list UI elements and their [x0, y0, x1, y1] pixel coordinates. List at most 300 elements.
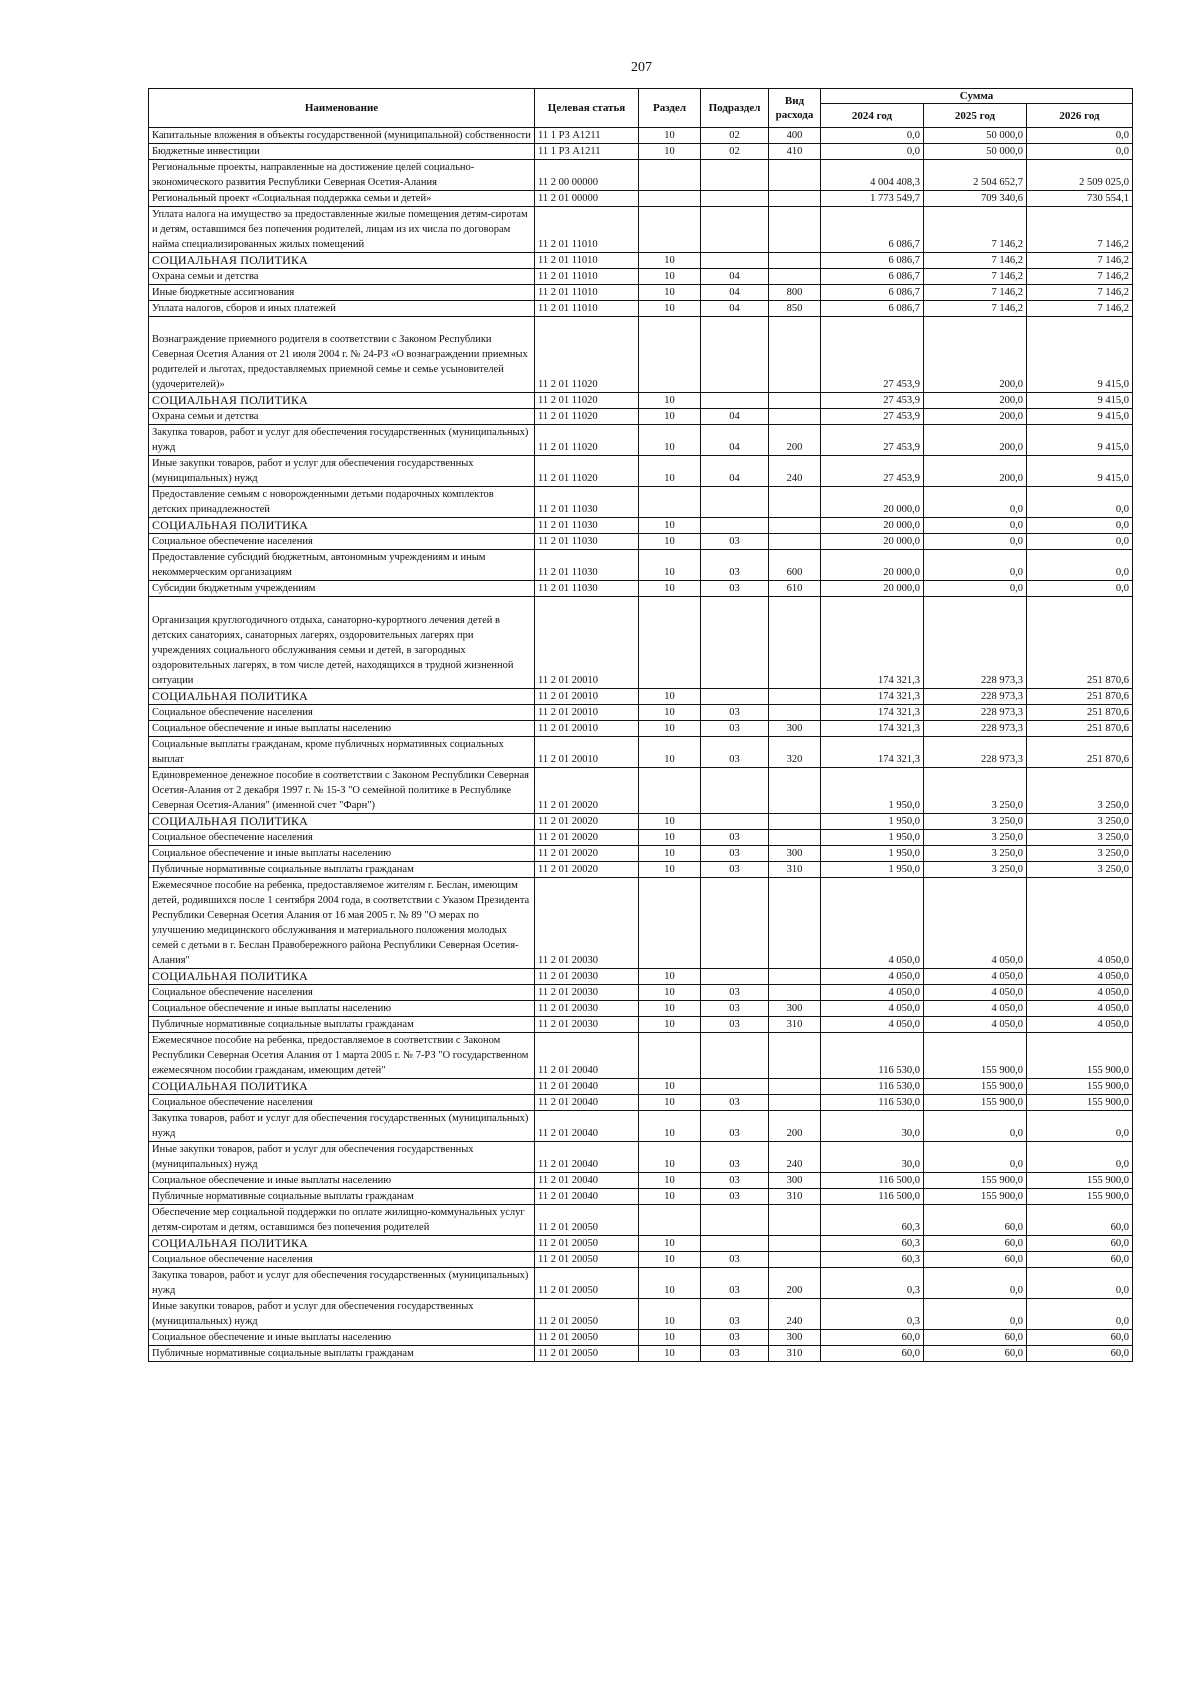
row-razdel: 10 — [639, 144, 701, 160]
row-podrazdel: 03 — [701, 1252, 769, 1268]
row-vid-raskhoda — [769, 1236, 821, 1252]
row-razdel — [639, 878, 701, 969]
header-razdel: Раздел — [639, 89, 701, 128]
row-sum-2024: 20 000,0 — [821, 581, 924, 597]
row-sum-2026: 155 900,0 — [1027, 1173, 1133, 1189]
row-sum-2025: 50 000,0 — [924, 144, 1027, 160]
row-target-article: 11 2 01 20010 — [535, 737, 639, 768]
row-name: Публичные нормативные социальные выплаты гражданам — [149, 1189, 535, 1205]
row-name: Иные закупки товаров, работ и услуг для обеспечения государственных (муниципальных) нужд — [149, 1142, 535, 1173]
row-razdel: 10 — [639, 285, 701, 301]
row-sum-2026: 7 146,2 — [1027, 253, 1133, 269]
row-sum-2024: 20 000,0 — [821, 487, 924, 518]
row-name: Субсидии бюджетным учреждениям — [149, 581, 535, 597]
row-name: СОЦИАЛЬНАЯ ПОЛИТИКА — [149, 393, 535, 409]
row-vid-raskhoda: 300 — [769, 1173, 821, 1189]
row-razdel: 10 — [639, 1001, 701, 1017]
row-razdel: 10 — [639, 409, 701, 425]
row-podrazdel: 03 — [701, 1330, 769, 1346]
row-name: Социальное обеспечение и иные выплаты населению — [149, 1330, 535, 1346]
row-vid-raskhoda: 200 — [769, 1268, 821, 1299]
row-vid-raskhoda — [769, 985, 821, 1001]
table-row — [149, 768, 1133, 814]
row-vid-raskhoda — [769, 409, 821, 425]
table-body — [149, 128, 1133, 1362]
row-sum-2026: 9 415,0 — [1027, 317, 1133, 393]
row-sum-2025: 0,0 — [924, 581, 1027, 597]
table-row — [149, 1142, 1133, 1173]
row-vid-raskhoda — [769, 814, 821, 830]
row-sum-2026: 4 050,0 — [1027, 1017, 1133, 1033]
table-row — [149, 1205, 1133, 1236]
row-name: Социальное обеспечение и иные выплаты населению — [149, 1001, 535, 1017]
row-name: СОЦИАЛЬНАЯ ПОЛИТИКА — [149, 689, 535, 705]
row-sum-2026: 155 900,0 — [1027, 1189, 1133, 1205]
table-row — [149, 1001, 1133, 1017]
row-sum-2025: 155 900,0 — [924, 1079, 1027, 1095]
row-podrazdel — [701, 969, 769, 985]
row-sum-2025: 3 250,0 — [924, 862, 1027, 878]
row-sum-2025: 200,0 — [924, 393, 1027, 409]
row-sum-2025: 3 250,0 — [924, 768, 1027, 814]
table-row — [149, 1173, 1133, 1189]
row-vid-raskhoda: 400 — [769, 128, 821, 144]
table-row — [149, 969, 1133, 985]
row-sum-2026: 251 870,6 — [1027, 721, 1133, 737]
row-vid-raskhoda: 610 — [769, 581, 821, 597]
row-name: Публичные нормативные социальные выплаты гражданам — [149, 862, 535, 878]
table-row — [149, 721, 1133, 737]
row-sum-2024: 4 050,0 — [821, 985, 924, 1001]
row-name: Иные бюджетные ассигнования — [149, 285, 535, 301]
row-vid-raskhoda — [769, 160, 821, 191]
row-sum-2026: 7 146,2 — [1027, 269, 1133, 285]
row-name: Социальное обеспечение и иные выплаты населению — [149, 721, 535, 737]
row-podrazdel — [701, 393, 769, 409]
row-target-article: 11 2 01 20020 — [535, 768, 639, 814]
row-vid-raskhoda — [769, 969, 821, 985]
row-target-article: 11 2 01 20030 — [535, 1017, 639, 1033]
row-sum-2024: 174 321,3 — [821, 689, 924, 705]
table-row — [149, 705, 1133, 721]
row-sum-2025: 2 504 652,7 — [924, 160, 1027, 191]
header-year-2026: 2026 год — [1027, 104, 1133, 128]
table-row — [149, 814, 1133, 830]
row-name: Социальное обеспечение населения — [149, 705, 535, 721]
row-sum-2026: 3 250,0 — [1027, 768, 1133, 814]
row-razdel: 10 — [639, 969, 701, 985]
row-sum-2026: 0,0 — [1027, 518, 1133, 534]
row-sum-2024: 60,3 — [821, 1252, 924, 1268]
row-sum-2025: 155 900,0 — [924, 1189, 1027, 1205]
row-sum-2024: 116 530,0 — [821, 1079, 924, 1095]
row-name: СОЦИАЛЬНАЯ ПОЛИТИКА — [149, 253, 535, 269]
row-sum-2025: 228 973,3 — [924, 689, 1027, 705]
row-sum-2026: 0,0 — [1027, 128, 1133, 144]
row-target-article: 11 2 01 20030 — [535, 985, 639, 1001]
row-razdel: 10 — [639, 721, 701, 737]
row-podrazdel: 04 — [701, 269, 769, 285]
row-target-article: 11 2 01 20050 — [535, 1236, 639, 1252]
row-sum-2025: 228 973,3 — [924, 721, 1027, 737]
row-razdel: 10 — [639, 1142, 701, 1173]
row-podrazdel — [701, 253, 769, 269]
row-podrazdel — [701, 878, 769, 969]
row-name: Уплата налога на имущество за предоставленные жилые помещения детям-сиротам и детям, оставшимся без попечения родителей, лицам из их числа по договорам найма специализированных жилых помещений — [149, 207, 535, 253]
table-row — [149, 830, 1133, 846]
row-razdel: 10 — [639, 581, 701, 597]
row-target-article: 11 2 01 11030 — [535, 518, 639, 534]
row-vid-raskhoda — [769, 1033, 821, 1079]
table-row — [149, 1079, 1133, 1095]
row-podrazdel — [701, 160, 769, 191]
row-name: Ежемесячное пособие на ребенка, предоставляемое жителям г. Беслан, имеющим детей, родившихся после 1 сентября 2004 года, в соответствии с Указом Президента Республики Северная Осетия Алания от 16 мая 2005 г. № 89 "О мерах по улучшению медицинского обслуживания и материального положения молодых семей с детьми в г. Беслан Правобережного района Республики Северная Осетия-Алания" — [149, 878, 535, 969]
row-razdel: 10 — [639, 534, 701, 550]
row-target-article: 11 2 01 20020 — [535, 862, 639, 878]
row-vid-raskhoda — [769, 768, 821, 814]
row-name: Закупка товаров, работ и услуг для обеспечения государственных (муниципальных) нужд — [149, 425, 535, 456]
row-target-article: 11 2 01 11010 — [535, 207, 639, 253]
row-razdel: 10 — [639, 1252, 701, 1268]
row-sum-2024: 60,3 — [821, 1205, 924, 1236]
row-target-article: 11 2 01 20040 — [535, 1111, 639, 1142]
row-sum-2026: 0,0 — [1027, 1142, 1133, 1173]
row-name: Социальное обеспечение населения — [149, 1252, 535, 1268]
row-podrazdel: 02 — [701, 128, 769, 144]
row-razdel: 10 — [639, 1173, 701, 1189]
row-vid-raskhoda: 200 — [769, 425, 821, 456]
row-razdel: 10 — [639, 518, 701, 534]
table-row — [149, 846, 1133, 862]
row-name: Ежемесячное пособие на ребенка, предоставляемое в соответствии с Законом Республики Северная Осетия Алания от 1 марта 2005 г. № 7-РЗ "О государственном ежемесячном пособии гражданам, имеющим детей" — [149, 1033, 535, 1079]
row-target-article: 11 2 01 20020 — [535, 846, 639, 862]
row-podrazdel — [701, 768, 769, 814]
row-sum-2026: 7 146,2 — [1027, 301, 1133, 317]
row-target-article: 11 2 01 11030 — [535, 550, 639, 581]
row-sum-2025: 0,0 — [924, 518, 1027, 534]
row-sum-2026: 2 509 025,0 — [1027, 160, 1133, 191]
row-razdel: 10 — [639, 1095, 701, 1111]
table-row — [149, 534, 1133, 550]
row-sum-2026: 251 870,6 — [1027, 737, 1133, 768]
row-name: Вознаграждение приемного родителя в соответствии с Законом Республики Северная Осетия Алания от 21 июля 2004 г. № 24-РЗ «О вознаграждении приемных родителей и льготах, предоставляемых приемной семье и семье усыновителей (удочерителей)» — [149, 317, 535, 393]
row-vid-raskhoda — [769, 317, 821, 393]
row-target-article: 11 2 00 00000 — [535, 160, 639, 191]
table-row — [149, 253, 1133, 269]
row-razdel: 10 — [639, 456, 701, 487]
row-sum-2024: 1 950,0 — [821, 814, 924, 830]
row-sum-2024: 1 950,0 — [821, 768, 924, 814]
table-row — [149, 393, 1133, 409]
row-sum-2025: 60,0 — [924, 1236, 1027, 1252]
row-sum-2025: 60,0 — [924, 1252, 1027, 1268]
row-sum-2026: 155 900,0 — [1027, 1095, 1133, 1111]
row-target-article: 11 2 01 20010 — [535, 721, 639, 737]
row-sum-2025: 7 146,2 — [924, 253, 1027, 269]
row-podrazdel: 04 — [701, 409, 769, 425]
row-sum-2026: 7 146,2 — [1027, 207, 1133, 253]
row-podrazdel — [701, 518, 769, 534]
table-row — [149, 550, 1133, 581]
row-vid-raskhoda: 310 — [769, 1346, 821, 1362]
row-sum-2025: 7 146,2 — [924, 207, 1027, 253]
table-row — [149, 317, 1133, 393]
row-sum-2024: 174 321,3 — [821, 737, 924, 768]
row-sum-2024: 27 453,9 — [821, 456, 924, 487]
row-vid-raskhoda — [769, 1079, 821, 1095]
row-podrazdel — [701, 191, 769, 207]
table-row — [149, 1189, 1133, 1205]
row-sum-2026: 0,0 — [1027, 1299, 1133, 1330]
row-podrazdel: 03 — [701, 721, 769, 737]
row-sum-2026: 155 900,0 — [1027, 1033, 1133, 1079]
row-sum-2025: 228 973,3 — [924, 737, 1027, 768]
row-sum-2026: 0,0 — [1027, 550, 1133, 581]
row-sum-2025: 7 146,2 — [924, 285, 1027, 301]
row-name: СОЦИАЛЬНАЯ ПОЛИТИКА — [149, 518, 535, 534]
row-vid-raskhoda — [769, 1252, 821, 1268]
row-sum-2024: 4 050,0 — [821, 1017, 924, 1033]
row-vid-raskhoda: 240 — [769, 1299, 821, 1330]
row-sum-2026: 3 250,0 — [1027, 862, 1133, 878]
row-sum-2024: 6 086,7 — [821, 285, 924, 301]
row-target-article: 11 2 01 20030 — [535, 878, 639, 969]
table-row — [149, 128, 1133, 144]
table-row — [149, 269, 1133, 285]
row-sum-2026: 9 415,0 — [1027, 393, 1133, 409]
table-row — [149, 1111, 1133, 1142]
row-name: Социальное обеспечение и иные выплаты населению — [149, 1173, 535, 1189]
row-podrazdel — [701, 689, 769, 705]
row-razdel: 10 — [639, 550, 701, 581]
row-vid-raskhoda: 300 — [769, 721, 821, 737]
table-row — [149, 456, 1133, 487]
row-vid-raskhoda: 200 — [769, 1111, 821, 1142]
row-sum-2025: 3 250,0 — [924, 830, 1027, 846]
row-sum-2025: 200,0 — [924, 425, 1027, 456]
row-name: Социальные выплаты гражданам, кроме публичных нормативных социальных выплат — [149, 737, 535, 768]
row-name: Региональные проекты, направленные на достижение целей социально-экономического развития Республики Северная Осетия-Алания — [149, 160, 535, 191]
row-name: Предоставление субсидий бюджетным, автономным учреждениям и иным некоммерческим организациям — [149, 550, 535, 581]
table-row — [149, 144, 1133, 160]
row-sum-2024: 27 453,9 — [821, 393, 924, 409]
row-target-article: 11 2 01 11020 — [535, 425, 639, 456]
header-podrazdel: Подраздел — [701, 89, 769, 128]
row-vid-raskhoda — [769, 830, 821, 846]
row-vid-raskhoda: 320 — [769, 737, 821, 768]
row-target-article: 11 2 01 20050 — [535, 1252, 639, 1268]
row-razdel: 10 — [639, 1346, 701, 1362]
row-razdel: 10 — [639, 301, 701, 317]
row-razdel: 10 — [639, 1299, 701, 1330]
row-sum-2024: 0,0 — [821, 144, 924, 160]
table-row — [149, 1033, 1133, 1079]
row-sum-2025: 0,0 — [924, 550, 1027, 581]
row-sum-2026: 0,0 — [1027, 144, 1133, 160]
row-razdel: 10 — [639, 737, 701, 768]
row-podrazdel: 03 — [701, 1111, 769, 1142]
row-sum-2024: 116 530,0 — [821, 1033, 924, 1079]
row-sum-2026: 60,0 — [1027, 1252, 1133, 1268]
row-podrazdel: 03 — [701, 1017, 769, 1033]
row-vid-raskhoda — [769, 705, 821, 721]
row-podrazdel: 02 — [701, 144, 769, 160]
row-podrazdel: 03 — [701, 1189, 769, 1205]
row-name: Иные закупки товаров, работ и услуг для обеспечения государственных (муниципальных) нужд — [149, 456, 535, 487]
row-sum-2026: 0,0 — [1027, 534, 1133, 550]
row-name: Социальное обеспечение населения — [149, 534, 535, 550]
row-name: Публичные нормативные социальные выплаты гражданам — [149, 1017, 535, 1033]
row-podrazdel — [701, 1205, 769, 1236]
page-number: 207 — [631, 60, 652, 75]
row-vid-raskhoda: 600 — [769, 550, 821, 581]
row-razdel — [639, 1205, 701, 1236]
row-razdel: 10 — [639, 128, 701, 144]
table-row — [149, 581, 1133, 597]
row-name: СОЦИАЛЬНАЯ ПОЛИТИКА — [149, 1236, 535, 1252]
row-sum-2024: 20 000,0 — [821, 550, 924, 581]
row-vid-raskhoda: 410 — [769, 144, 821, 160]
row-sum-2025: 50 000,0 — [924, 128, 1027, 144]
row-razdel — [639, 1033, 701, 1079]
row-sum-2026: 0,0 — [1027, 581, 1133, 597]
row-sum-2026: 730 554,1 — [1027, 191, 1133, 207]
row-podrazdel — [701, 487, 769, 518]
row-sum-2024: 60,3 — [821, 1236, 924, 1252]
row-target-article: 11 2 01 20050 — [535, 1299, 639, 1330]
row-target-article: 11 2 01 20020 — [535, 830, 639, 846]
row-razdel: 10 — [639, 1189, 701, 1205]
row-razdel: 10 — [639, 814, 701, 830]
row-name: Охрана семьи и детства — [149, 269, 535, 285]
row-vid-raskhoda — [769, 518, 821, 534]
row-sum-2024: 60,0 — [821, 1346, 924, 1362]
row-razdel: 10 — [639, 846, 701, 862]
row-podrazdel: 03 — [701, 1299, 769, 1330]
row-sum-2025: 228 973,3 — [924, 705, 1027, 721]
table-row — [149, 409, 1133, 425]
row-sum-2024: 1 773 549,7 — [821, 191, 924, 207]
table-row — [149, 301, 1133, 317]
row-sum-2024: 27 453,9 — [821, 409, 924, 425]
row-vid-raskhoda — [769, 487, 821, 518]
row-sum-2024: 1 950,0 — [821, 862, 924, 878]
row-sum-2026: 155 900,0 — [1027, 1079, 1133, 1095]
row-sum-2024: 30,0 — [821, 1142, 924, 1173]
row-sum-2025: 7 146,2 — [924, 269, 1027, 285]
row-sum-2024: 4 050,0 — [821, 969, 924, 985]
table-row — [149, 1252, 1133, 1268]
row-target-article: 11 2 01 11020 — [535, 456, 639, 487]
row-sum-2025: 4 050,0 — [924, 969, 1027, 985]
row-sum-2025: 60,0 — [924, 1205, 1027, 1236]
row-vid-raskhoda — [769, 393, 821, 409]
row-vid-raskhoda — [769, 191, 821, 207]
row-sum-2026: 0,0 — [1027, 487, 1133, 518]
row-vid-raskhoda — [769, 534, 821, 550]
header-name: Наименование — [149, 89, 535, 128]
table-row — [149, 160, 1133, 191]
row-name: СОЦИАЛЬНАЯ ПОЛИТИКА — [149, 969, 535, 985]
row-vid-raskhoda — [769, 207, 821, 253]
row-target-article: 11 2 01 11010 — [535, 285, 639, 301]
table-row — [149, 1017, 1133, 1033]
row-podrazdel: 03 — [701, 985, 769, 1001]
row-target-article: 11 2 01 20030 — [535, 969, 639, 985]
row-razdel: 10 — [639, 1111, 701, 1142]
row-sum-2025: 0,0 — [924, 1142, 1027, 1173]
row-sum-2024: 6 086,7 — [821, 253, 924, 269]
row-razdel: 10 — [639, 1017, 701, 1033]
row-name: Региональный проект «Социальная поддержка семьи и детей» — [149, 191, 535, 207]
row-sum-2025: 0,0 — [924, 487, 1027, 518]
row-name: Иные закупки товаров, работ и услуг для обеспечения государственных (муниципальных) нужд — [149, 1299, 535, 1330]
row-sum-2024: 174 321,3 — [821, 597, 924, 689]
row-vid-raskhoda — [769, 597, 821, 689]
table-row — [149, 597, 1133, 689]
row-sum-2025: 0,0 — [924, 1268, 1027, 1299]
row-name: Публичные нормативные социальные выплаты гражданам — [149, 1346, 535, 1362]
header-vid-raskhoda: Вид расхода — [769, 89, 821, 128]
row-target-article: 11 1 Р3 А1211 — [535, 144, 639, 160]
row-vid-raskhoda — [769, 689, 821, 705]
row-sum-2025: 0,0 — [924, 1111, 1027, 1142]
table-row — [149, 1095, 1133, 1111]
table-row — [149, 518, 1133, 534]
row-podrazdel: 03 — [701, 1173, 769, 1189]
row-razdel — [639, 160, 701, 191]
row-razdel: 10 — [639, 1330, 701, 1346]
row-vid-raskhoda — [769, 1205, 821, 1236]
row-sum-2026: 60,0 — [1027, 1236, 1133, 1252]
table-row — [149, 285, 1133, 301]
row-target-article: 11 2 01 20040 — [535, 1095, 639, 1111]
row-sum-2025: 155 900,0 — [924, 1095, 1027, 1111]
row-razdel: 10 — [639, 830, 701, 846]
row-sum-2026: 4 050,0 — [1027, 985, 1133, 1001]
row-target-article: 11 2 01 20050 — [535, 1330, 639, 1346]
row-target-article: 11 2 01 20050 — [535, 1205, 639, 1236]
row-sum-2024: 0,0 — [821, 128, 924, 144]
table-row — [149, 878, 1133, 969]
row-sum-2026: 7 146,2 — [1027, 285, 1133, 301]
row-sum-2026: 4 050,0 — [1027, 969, 1133, 985]
row-name: Социальное обеспечение населения — [149, 985, 535, 1001]
row-name: СОЦИАЛЬНАЯ ПОЛИТИКА — [149, 814, 535, 830]
row-target-article: 11 2 01 20040 — [535, 1079, 639, 1095]
row-sum-2025: 4 050,0 — [924, 878, 1027, 969]
table-row — [149, 1268, 1133, 1299]
row-sum-2025: 0,0 — [924, 534, 1027, 550]
row-name: Капитальные вложения в объекты государственной (муниципальной) собственности — [149, 128, 535, 144]
row-vid-raskhoda: 240 — [769, 456, 821, 487]
row-sum-2025: 4 050,0 — [924, 1017, 1027, 1033]
row-name: Закупка товаров, работ и услуг для обеспечения государственных (муниципальных) нужд — [149, 1268, 535, 1299]
row-name: СОЦИАЛЬНАЯ ПОЛИТИКА — [149, 1079, 535, 1095]
row-vid-raskhoda: 300 — [769, 846, 821, 862]
table-row — [149, 862, 1133, 878]
row-vid-raskhoda: 850 — [769, 301, 821, 317]
table-row — [149, 1346, 1133, 1362]
row-razdel: 10 — [639, 269, 701, 285]
row-sum-2025: 0,0 — [924, 1299, 1027, 1330]
row-target-article: 11 2 01 20010 — [535, 705, 639, 721]
row-sum-2024: 20 000,0 — [821, 518, 924, 534]
row-target-article: 11 2 01 11010 — [535, 253, 639, 269]
row-vid-raskhoda: 310 — [769, 1017, 821, 1033]
row-podrazdel: 03 — [701, 1142, 769, 1173]
row-podrazdel: 03 — [701, 1268, 769, 1299]
